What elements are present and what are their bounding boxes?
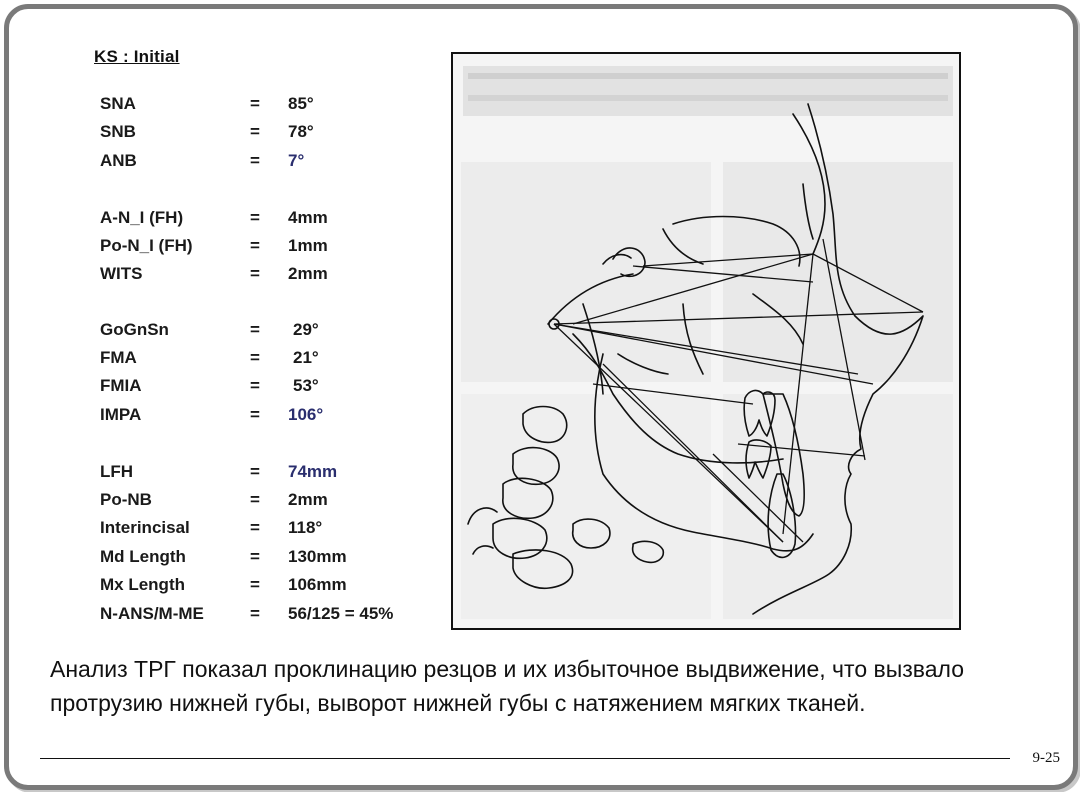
measurement-value: 130mm [288,547,347,566]
equals-sign: = [250,490,260,509]
equals-sign: = [250,604,260,623]
measurement-label: GoGnSn [100,320,169,339]
measurement-label: Md Length [100,547,186,566]
measurement-value: 1mm [288,236,328,255]
equals-sign: = [250,208,260,227]
measurement-label: FMIA [100,376,142,395]
equals-sign: = [250,236,260,255]
measurement-value: 85° [288,94,314,113]
tracing-drawing [453,54,959,628]
measurement-label: ANB [100,151,137,170]
slide-caption: Анализ ТРГ показал проклинацию резцов и их избыточное выдвижение, что вызвало протрузию нижней губы, выворот нижней губы с натяжением мягких тканей. [50,656,965,716]
equals-sign: = [250,264,260,283]
measurement-value: 74mm [288,462,338,481]
measurement-value: 4mm [288,208,328,227]
measurement-label: Po-N_I (FH) [100,236,193,255]
cephalometric-tracing-image [451,52,961,630]
measurement-value: 53° [293,376,319,395]
measurement-value: 78° [288,122,314,141]
measurement-value: 2mm [288,490,328,509]
measurement-label: WITS [100,264,143,283]
measurement-label: Po-NB [100,490,152,509]
measurement-label: Mx Length [100,575,185,594]
equals-sign: = [250,575,260,594]
measurement-label: SNA [100,94,136,113]
equals-sign: = [250,518,260,537]
measurement-value: 118° [288,518,323,537]
measurement-label: Interincisal [100,518,190,537]
equals-sign: = [250,547,260,566]
equals-sign: = [250,405,260,424]
equals-sign: = [250,151,260,170]
measurement-label: A-N_I (FH) [100,208,184,227]
equals-sign: = [250,94,260,113]
measurement-label: IMPA [100,405,142,424]
page-number: 9-25 [1032,750,1060,766]
measurement-value: 106° [288,405,324,424]
measurement-value: 106mm [288,575,347,594]
measurement-value: 21° [293,348,319,367]
measurement-value: 2mm [288,264,328,283]
measurement-value: 7° [288,151,305,170]
equals-sign: = [250,462,260,481]
measurement-value: 29° [293,320,319,339]
slide-title: KS : Initial [94,47,180,66]
measurement-label: N-ANS/M-ME [100,604,204,623]
measurement-label: FMA [100,348,137,367]
measurement-label: LFH [100,462,134,481]
equals-sign: = [250,320,260,339]
footer-divider [40,758,1010,759]
equals-sign: = [250,376,260,395]
measurement-label: SNB [100,122,136,141]
measurement-list [0,0,440,640]
equals-sign: = [250,122,260,141]
measurement-value: 56/125 = 45% [288,604,394,623]
equals-sign: = [250,348,260,367]
